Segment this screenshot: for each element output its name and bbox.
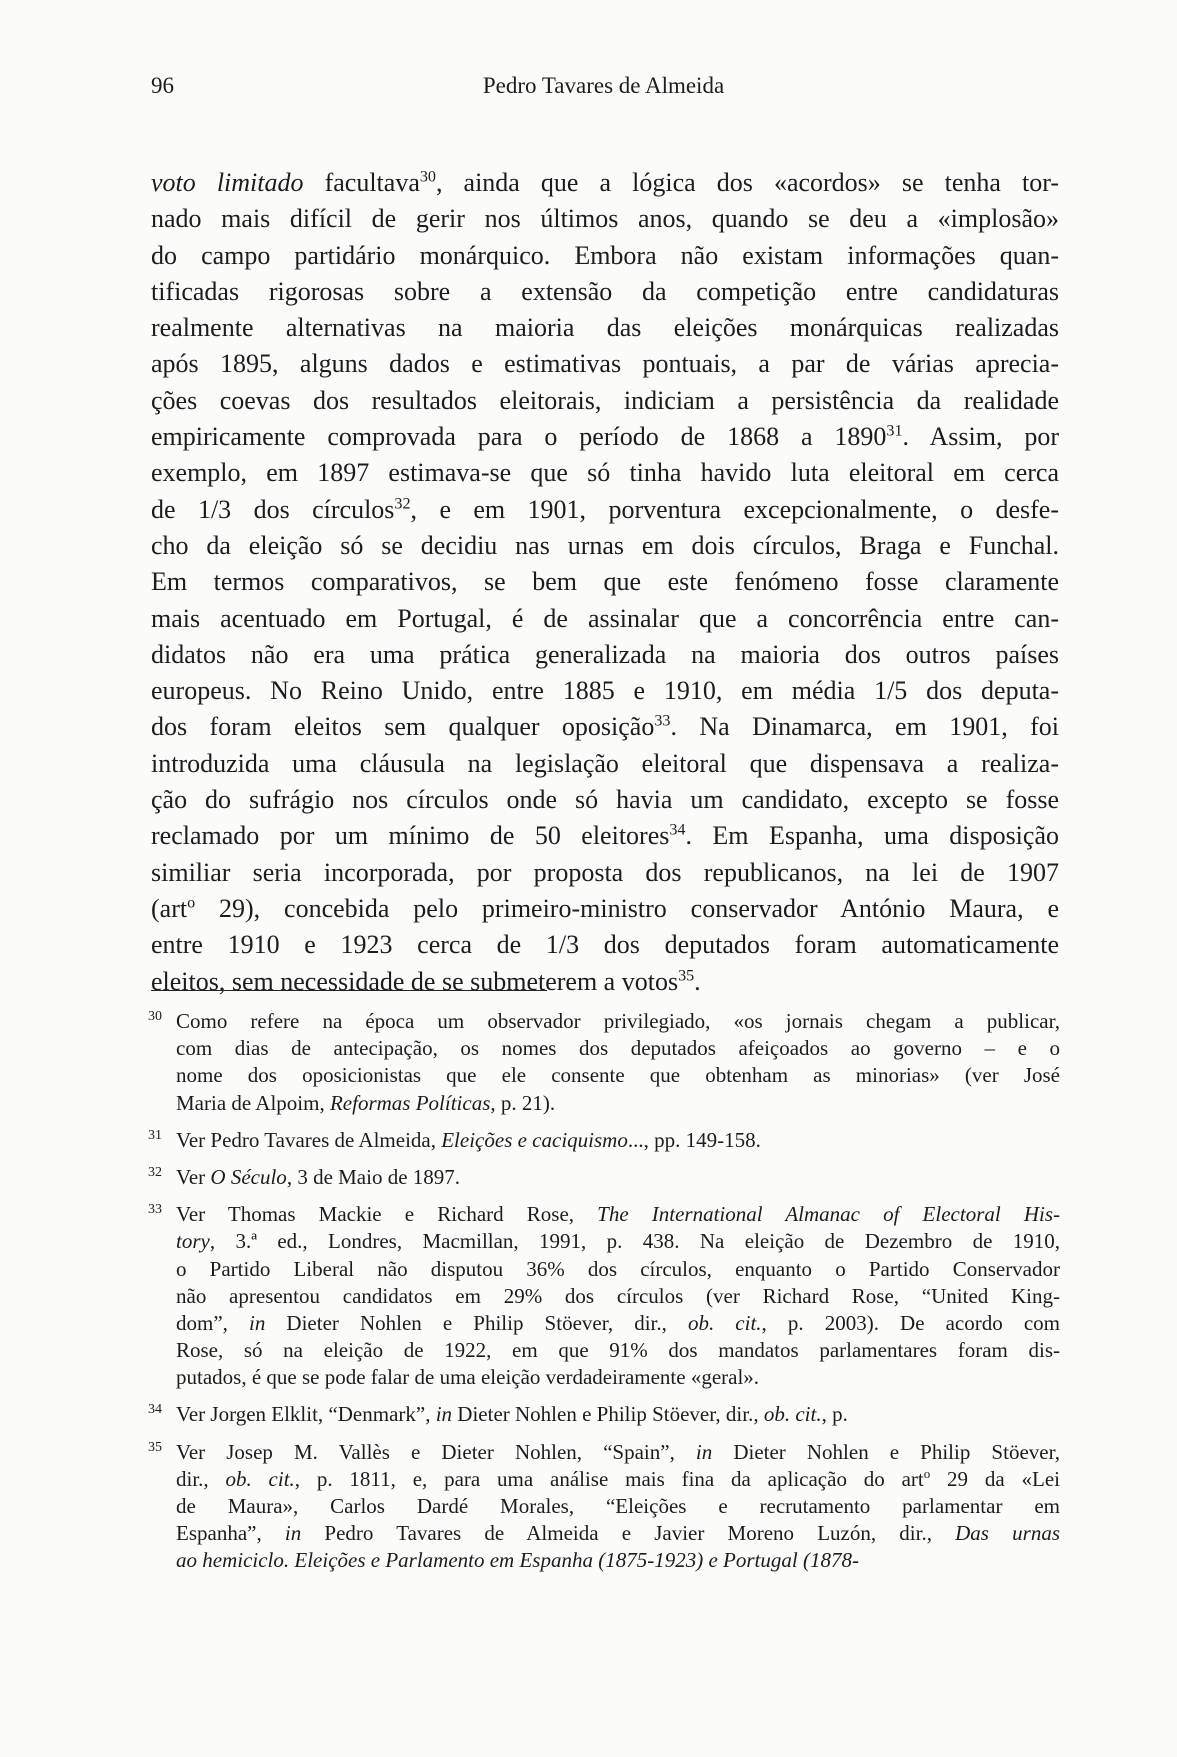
footnote-line: Maria de Alpoim, Reformas Políticas, p. 21). (176, 1090, 556, 1115)
footnote-line: ao hemiciclo. Eleições e Parlamento em Espanha (1875-1923) e Portugal (1878- (176, 1548, 859, 1573)
body-line: eleitos, sem necessidade de se submeterem a votos$^{35}$. (151, 966, 701, 996)
footnote-number: 30 (148, 1009, 162, 1024)
body-line: cho da eleição só se decidiu nas urnas em dois círculos, Braga e Funchal. (151, 530, 1059, 560)
footnote-line: Rose, só na eleição de 1922, em que 91% dos mandatos parlamentares foram dis- (176, 1338, 1060, 1363)
footnote-line: dir., ob. cit., p. 1811, e, para uma análise mais fina da aplicação do art$^o$ 29 da «Lei (176, 1465, 1060, 1491)
body-line: de 1/3 dos círculos$^{32}$, e em 1901, porventura excepcionalmente, o desfe- (151, 494, 1059, 524)
body-line: voto limitado facultava$^{30}$, ainda que a lógica dos «acordos» se tenha tor- (151, 168, 1060, 197)
body-text (151, 165, 1059, 1000)
footnote-line: Ver O Século, 3 de Maio de 1897. (176, 1164, 461, 1189)
footnote (148, 1164, 1060, 1191)
body-line: ções coevas dos resultados eleitorais, indiciam a persistência da realidade (151, 385, 1059, 415)
body-line: tificadas rigorosas sobre a extensão da competição entre candidaturas (151, 276, 1059, 306)
footnote-line: Como refere na época um observador privilegiado, «os jornais chegam a publicar, (176, 1009, 1060, 1033)
body-line: dos foram eleitos sem qualquer oposição$^{33}$. Na Dinamarca, em 1901, foi (151, 712, 1059, 742)
body-line: do campo partidário monárquico. Embora não existam informações quan- (151, 240, 1059, 270)
footnote-number: 31 (148, 1127, 162, 1143)
body-line: didatos não era uma prática generalizada na maioria dos outros países (151, 639, 1059, 669)
footnotes (148, 1008, 1060, 1585)
footnote-line: putados, é que se pode falar de uma eleição verdadeiramente «geral». (176, 1365, 760, 1390)
footnote-line: Ver Jorgen Elklit, “Denmark”, in Dieter Nohlen e Philip Stöever, dir., ob. cit., p. (176, 1402, 848, 1427)
body-line: nado mais difícil de gerir nos últimos anos, quando se deu a «implosão» (151, 204, 1059, 234)
footnote-line: o Partido Liberal não disputou 36% dos círculos, enquanto o Partido Conservador (176, 1256, 1060, 1281)
body-line: após 1895, alguns dados e estimativas pontuais, a par de várias aprecia- (151, 349, 1059, 379)
footnote-line: de Maura», Carlos Dardé Morales, “Eleições e recrutamento parlamentar em (176, 1494, 1060, 1518)
running-title: Pedro Tavares de Almeida (482, 73, 725, 98)
body-line: introduzida uma cláusula na legislação eleitoral que dispensava a realiza- (151, 748, 1059, 778)
body-line: Em termos comparativos, se bem que este fenómeno fosse claramente (151, 567, 1059, 597)
footnote-number: 33 (148, 1202, 162, 1218)
body-line: similiar seria incorporada, por proposta dos republicanos, na lei de 1907 (151, 857, 1059, 887)
footnote-number: 34 (148, 1402, 162, 1418)
body-line: europeus. No Reino Unido, entre 1885 e 1910, em média 1/5 dos deputa- (151, 676, 1059, 706)
footnote-line: não apresentou candidatos em 29% dos círculos (ver Richard Rose, “United King- (176, 1283, 1060, 1308)
footnote-line: Ver Thomas Mackie e Richard Rose, The International Almanac of Electoral His- (176, 1202, 1060, 1227)
footnote-line: tory, 3.ª ed., Londres, Macmillan, 1991, p. 438. Na eleição de Dezembro de 1910, (176, 1229, 1060, 1254)
footnote (148, 1008, 1060, 1117)
body-line: realmente alternativas na maioria das eleições monárquicas realizadas (151, 313, 1059, 343)
body-line: exemplo, em 1897 estimava-se que só tinha havido luta eleitoral em cerca (151, 458, 1059, 488)
footnote-line: nome dos oposicionistas que ele consente que obtenham as minorias» (ver José (176, 1063, 1060, 1088)
footnote-separator (151, 990, 547, 991)
footnote-number: 32 (148, 1164, 162, 1180)
footnote-line: com dias de antecipação, os nomes dos deputados afeiçoados ao governo – e o (176, 1036, 1060, 1061)
footnote-line: dom”, in Dieter Nohlen e Philip Stöever, dir., ob. cit., p. 2003). De acordo com (176, 1310, 1060, 1335)
body-line: reclamado por um mínimo de 50 eleitores$^{34}$. Em Espanha, uma disposição (151, 821, 1059, 851)
body-line: empiricamente comprovada para o período de 1868 a 1890$^{31}$. Assim, por (151, 422, 1059, 452)
footnote-line: Ver Pedro Tavares de Almeida, Eleições e caciquismo..., pp. 149-158. (176, 1127, 761, 1152)
footnote-number: 35 (148, 1439, 162, 1455)
body-line: entre 1910 e 1923 cerca de 1/3 dos deputados foram automaticamente (151, 930, 1059, 960)
body-line: ção do sufrágio nos círculos onde só havia um candidato, excepto se fosse (151, 785, 1059, 815)
page-number: 96 (151, 73, 174, 98)
running-header (151, 70, 1056, 102)
body-line: mais acentuado em Portugal, é de assinalar que a concorrência entre can- (151, 603, 1059, 633)
footnote-line: Espanha”, in Pedro Tavares de Almeida e Javier Moreno Luzón, dir., Das urnas (176, 1521, 1061, 1546)
footnote (148, 1401, 1060, 1428)
footnote (148, 1201, 1060, 1391)
body-line: (art$^o$ 29), concebida pelo primeiro-ministro conservador António Maura, e (151, 893, 1059, 923)
footnote-line: Ver Josep M. Vallès e Dieter Nohlen, “Spain”, in Dieter Nohlen e Philip Stöever, (176, 1439, 1060, 1464)
footnote (148, 1439, 1060, 1575)
footnote (148, 1127, 1060, 1154)
